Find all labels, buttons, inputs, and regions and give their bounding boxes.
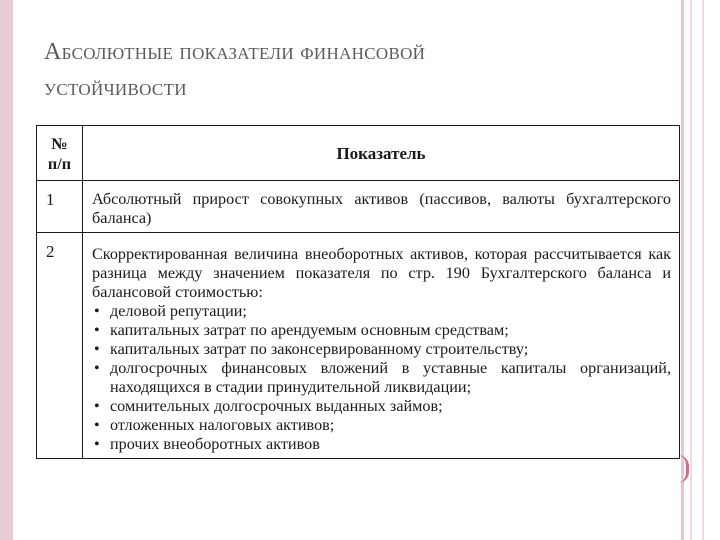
table-header-row	[37, 126, 680, 181]
indicators-table	[36, 125, 680, 459]
list-item: • сомнительных долгосрочных выданных займов;	[92, 397, 671, 416]
header-number-line1: №	[51, 135, 68, 153]
decorative-arc	[678, 455, 689, 483]
bullet-list	[92, 302, 671, 454]
row-number: 1	[37, 181, 83, 233]
right-frame-border-outer	[702, 0, 704, 540]
header-number-line2: п/п	[47, 155, 72, 173]
left-frame-border	[0, 0, 13, 540]
row-text: Скорректированная величина внеоборотных активов, которая рассчитывается как разница между значением показателя по стр. 190 Бухгалтерского баланса и балансовой стоимостью:	[92, 245, 671, 301]
list-item: • капитальных затрат по законсервированному строительству;	[92, 340, 671, 359]
header-indicator: Показатель	[83, 126, 680, 181]
header-number	[37, 126, 83, 181]
list-item: • долгосрочных финансовых вложений в уставные капиталы организаций, находящихся в стадии принудительной ликвидации;	[92, 359, 671, 397]
slide-title-line2: устойчивости	[44, 75, 187, 101]
table-row	[37, 181, 680, 233]
list-item: • капитальных затрат по арендуемым основным средствам;	[92, 321, 671, 340]
row-content	[83, 233, 680, 459]
table-row	[37, 233, 680, 459]
row-text: Абсолютный прирост совокупных активов (пассивов, валюты бухгалтерского баланса)	[83, 181, 680, 233]
list-item: • деловой репутации;	[92, 302, 671, 321]
list-item: • отложенных налоговых активов;	[92, 416, 671, 435]
row-number: 2	[37, 233, 83, 459]
slide-title	[44, 34, 644, 106]
right-frame-border-inner	[690, 0, 692, 540]
list-item: • прочих внеоборотных активов	[92, 435, 671, 454]
indicators-table-image	[36, 125, 680, 496]
slide-title-line1: Абсолютные показатели финансовой	[44, 39, 426, 65]
